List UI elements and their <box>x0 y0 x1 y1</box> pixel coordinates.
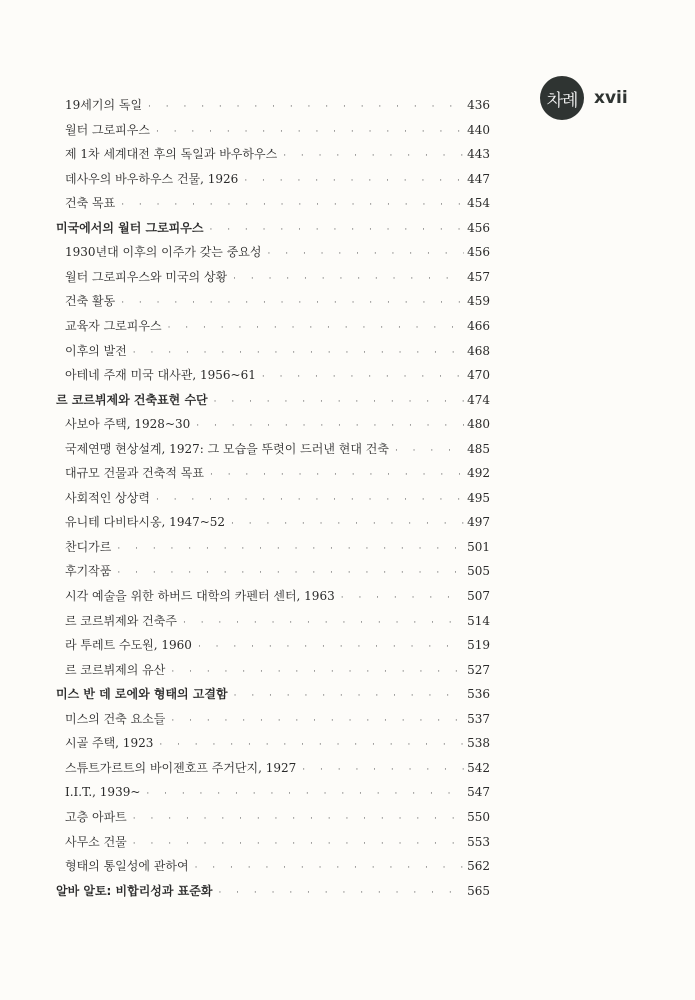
toc-entry <box>65 120 490 140</box>
toc-entry <box>65 758 490 778</box>
toc-entry-page: 507 <box>467 589 490 603</box>
toc-entry-page: 565 <box>467 884 490 898</box>
toc-entry <box>65 316 490 336</box>
toc-entry-page: 514 <box>467 614 490 628</box>
toc-entry-page: 447 <box>467 172 490 186</box>
toc-entry-title: 데사우의 바우하우스 건물, 1926 <box>65 172 239 186</box>
toc-entry-page: 459 <box>467 294 490 308</box>
toc-entry-title: 사보아 주택, 1928~30 <box>65 417 191 431</box>
toc-entry-page: 456 <box>467 245 490 259</box>
toc-entry <box>65 807 490 827</box>
dot-leader <box>196 416 464 436</box>
toc-entry-title: 르 코르뷔제와 건축주 <box>65 614 177 628</box>
toc-entry-title: 미국에서의 월터 그로피우스 <box>56 221 204 235</box>
toc-entry-page: 436 <box>467 98 490 112</box>
toc-entry <box>65 169 490 189</box>
toc-entry-title: I.I.T., 1939~ <box>65 785 141 799</box>
toc-entry-title: 19세기의 독일 <box>65 98 143 112</box>
toc-entry <box>65 856 490 876</box>
toc-entry <box>65 561 490 581</box>
toc-entry <box>65 660 490 680</box>
dot-leader <box>117 539 464 559</box>
toc-section-entry <box>56 390 490 410</box>
toc-entry-page: 547 <box>467 785 490 799</box>
toc-entry-title: 건축 목표 <box>65 196 116 210</box>
dot-leader <box>214 392 464 412</box>
toc-entry-page: 501 <box>467 540 490 554</box>
toc-entry-title: 스튜트가르트의 바이젠호프 주거단지, 1927 <box>65 761 297 775</box>
toc-entry <box>65 193 490 213</box>
dot-leader <box>234 686 465 706</box>
toc-entry <box>65 463 490 483</box>
toc-entry-page: 466 <box>467 319 490 333</box>
dot-leader <box>283 146 464 166</box>
toc-entry <box>65 144 490 164</box>
toc-entry <box>65 586 490 606</box>
page-number: xvii <box>594 88 628 108</box>
dot-leader <box>117 563 464 583</box>
toc-entry-page: 443 <box>467 147 490 161</box>
toc-entry <box>65 832 490 852</box>
toc-entry-page: 480 <box>467 417 490 431</box>
toc-entry-page: 505 <box>467 564 490 578</box>
dot-leader <box>268 244 465 264</box>
toc-section-entry <box>56 881 490 901</box>
dot-leader <box>395 441 464 461</box>
dot-leader <box>148 97 464 117</box>
toc-entry-title: 사무소 건물 <box>65 835 127 849</box>
toc-entry <box>65 291 490 311</box>
toc-entry-title: 이후의 발전 <box>65 344 127 358</box>
toc-entry-page: 485 <box>467 442 490 456</box>
toc-entry-title: 월터 그로피우스 <box>65 123 150 137</box>
dot-leader <box>209 220 464 240</box>
toc-entry-page: 553 <box>467 835 490 849</box>
dot-leader <box>146 784 464 804</box>
toc-entry-page: 492 <box>467 466 490 480</box>
dot-leader <box>159 735 464 755</box>
toc-entry-page: 562 <box>467 859 490 873</box>
toc-entry-page: 470 <box>467 368 490 382</box>
toc-entry <box>65 439 490 459</box>
toc-entry-title: 르 코르뷔제의 유산 <box>65 663 166 677</box>
toc-entry-page: 537 <box>467 712 490 726</box>
dot-leader <box>156 490 464 510</box>
toc-entry-page: 519 <box>467 638 490 652</box>
dot-leader <box>262 367 464 387</box>
toc-entry-page: 440 <box>467 123 490 137</box>
dot-leader <box>156 122 464 142</box>
dot-leader <box>133 809 464 829</box>
toc-entry-title: 건축 활동 <box>65 294 116 308</box>
toc-entry <box>65 341 490 361</box>
toc-entry <box>65 709 490 729</box>
toc-entry-title: 사회적인 상상력 <box>65 491 150 505</box>
toc-entry-title: 시각 예술을 위한 하버드 대학의 카펜터 센터, 1963 <box>65 589 335 603</box>
dot-leader <box>195 858 465 878</box>
toc-entry-page: 550 <box>467 810 490 824</box>
toc-entry <box>65 512 490 532</box>
toc-entry <box>65 635 490 655</box>
toc-entry <box>65 267 490 287</box>
toc-entry-title: 시골 주택, 1923 <box>65 736 154 750</box>
toc-entry-title: 국제연맹 현상설계, 1927: 그 모습을 뚜렷이 드러낸 현대 건축 <box>65 442 389 456</box>
toc-entry-page: 527 <box>467 663 490 677</box>
toc-section-entry <box>56 684 490 704</box>
toc-entry-page: 474 <box>467 393 490 407</box>
dot-leader <box>183 613 464 633</box>
dot-leader <box>171 711 464 731</box>
toc-entry-title: 교육자 그로피우스 <box>65 319 162 333</box>
dot-leader <box>302 760 464 780</box>
dot-leader <box>198 637 464 657</box>
dot-leader <box>341 588 464 608</box>
dot-leader <box>133 343 464 363</box>
toc-entry-title: 아테네 주재 미국 대사관, 1956~61 <box>65 368 256 382</box>
toc-entry <box>65 537 490 557</box>
toc-entry-title: 형태의 통일성에 관하여 <box>65 859 189 873</box>
toc-entry-page: 495 <box>467 491 490 505</box>
toc-entry-title: 고층 아파트 <box>65 810 127 824</box>
dot-leader <box>210 465 464 485</box>
dot-leader <box>233 269 464 289</box>
dot-leader <box>121 195 464 215</box>
toc-entry <box>65 611 490 631</box>
toc-entry <box>65 95 490 115</box>
toc-entry-title: 제 1차 세계대전 후의 독일과 바우하우스 <box>65 147 278 161</box>
toc-entry-page: 468 <box>467 344 490 358</box>
chapter-badge: 차례 <box>540 76 584 120</box>
toc-entry-page: 456 <box>467 221 490 235</box>
dot-leader <box>168 318 465 338</box>
toc-entry <box>65 242 490 262</box>
toc-entry-page: 454 <box>467 196 490 210</box>
toc-entry-page: 542 <box>467 761 490 775</box>
toc-entry-page: 457 <box>467 270 490 284</box>
toc-entry-page: 538 <box>467 736 490 750</box>
toc-entry-title: 미스의 건축 요소들 <box>65 712 166 726</box>
toc-entry-page: 497 <box>467 515 490 529</box>
toc-section-entry <box>56 218 490 238</box>
page-header <box>540 76 628 120</box>
toc-entry-title: 유니테 다비타시옹, 1947~52 <box>65 515 226 529</box>
dot-leader <box>171 662 464 682</box>
toc-entry <box>65 488 490 508</box>
dot-leader <box>231 514 464 534</box>
toc-entry-page: 536 <box>467 687 490 701</box>
dot-leader <box>244 171 464 191</box>
toc-entry-title: 미스 반 데 로에와 형태의 고결함 <box>56 687 228 701</box>
toc-entry-title: 알바 알토: 비합리성과 표준화 <box>56 884 213 898</box>
dot-leader <box>218 883 464 903</box>
toc-entry-title: 월터 그로피우스와 미국의 상황 <box>65 270 228 284</box>
dot-leader <box>121 293 464 313</box>
toc-entry-title: 라 투레트 수도원, 1960 <box>65 638 192 652</box>
dot-leader <box>133 834 464 854</box>
toc-entry <box>65 782 490 802</box>
toc-entry <box>65 365 490 385</box>
toc-entry-title: 찬디가르 <box>65 540 112 554</box>
toc-entry <box>65 414 490 434</box>
toc-entry-title: 르 코르뷔제와 건축표현 수단 <box>56 393 208 407</box>
toc-entry <box>65 733 490 753</box>
toc-entry-title: 후기작품 <box>65 564 112 578</box>
toc-entry-title: 대규모 건물과 건축적 목표 <box>65 466 204 480</box>
toc-entry-title: 1930년대 이후의 이주가 갖는 중요성 <box>65 245 262 259</box>
